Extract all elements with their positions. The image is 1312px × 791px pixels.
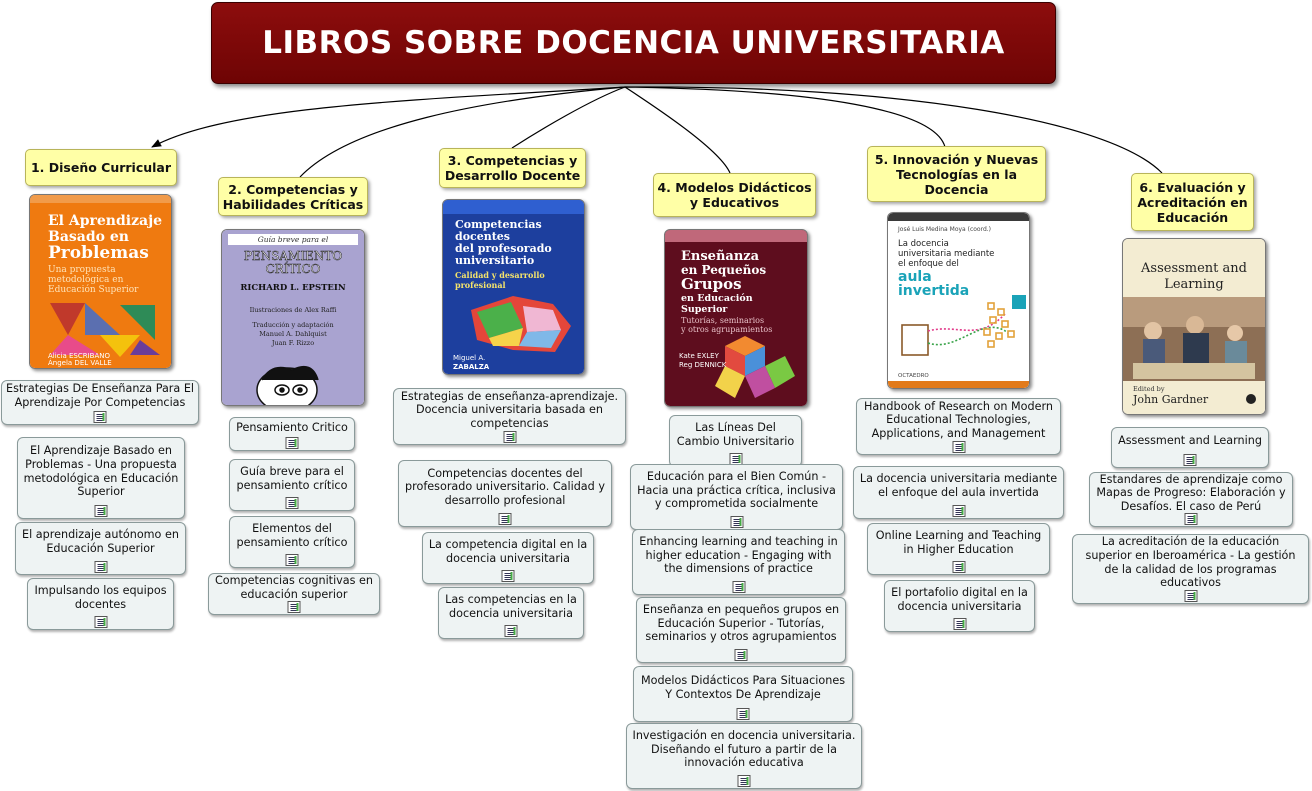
cover-5-publisher: OCTAEDRO (898, 373, 929, 379)
note-icon[interactable] (286, 554, 299, 566)
svg-text:metodológica en: metodológica en (48, 275, 124, 285)
topic-aprendizaje-basado-problemas[interactable]: El Aprendizaje Basado en Problemas - Una propuesta metodológica en Educación Superior (17, 437, 185, 519)
note-icon[interactable] (288, 601, 301, 613)
topic-competencias-cognitivas[interactable]: Competencias cognitivas en educación superior (208, 573, 380, 615)
category-label: 6. Evaluación y Acreditación en Educación (1137, 179, 1248, 225)
note-icon[interactable] (286, 497, 299, 509)
topic-modelos-didacticos-situaciones[interactable]: Modelos Didácticos Para Situaciones Y Contextos De Aprendizaje (633, 666, 853, 722)
note-icon[interactable] (952, 505, 965, 517)
svg-text:aula: aula (898, 269, 932, 285)
svg-text:invertida: invertida (898, 283, 970, 299)
topic-docencia-aula-invertida[interactable]: La docencia universitaria mediante el enfoque del aula invertida (853, 466, 1064, 519)
svg-text:profesional: profesional (455, 280, 506, 290)
note-icon[interactable] (1184, 454, 1197, 466)
note-icon[interactable] (730, 516, 743, 528)
cover-2-title-1: PENSAMIENTO (243, 249, 343, 263)
cover-6-editor: John Gardner (1133, 393, 1209, 406)
svg-text:del profesorado: del profesorado (455, 242, 552, 255)
svg-text:El Aprendizaje: El Aprendizaje (48, 213, 163, 229)
cover-6-photo (1123, 297, 1265, 381)
cover-5-author: José Luis Medina Moya (coord.) (898, 226, 992, 233)
svg-text:Calidad y desarrollo: Calidad y desarrollo (455, 270, 545, 280)
note-icon[interactable] (94, 411, 107, 423)
connector-5 (625, 87, 945, 147)
book-cover-competencias-docentes[interactable] (442, 199, 585, 375)
svg-text:Enseñanza: Enseñanza (681, 249, 760, 264)
cover-2-title-2: CRÍTICO (265, 262, 321, 276)
topic-estrategias-ensenanza-competencias[interactable]: Estrategias De Enseñanza Para El Aprendizaje Por Competencias (1, 380, 199, 425)
topic-estandares-aprendizaje-peru[interactable]: Estandares de aprendizaje como Mapas de Progreso: Elaboración y Desafíos. El caso de Perú (1089, 472, 1293, 527)
svg-text:Ángela DEL VALLE: Ángela DEL VALLE (48, 359, 112, 367)
svg-text:y otros agrupamientos: y otros agrupamientos (681, 325, 773, 334)
svg-text:La docencia: La docencia (898, 239, 949, 249)
topic-elementos-pensamiento-critico[interactable]: Elementos del pensamiento crítico (229, 516, 355, 568)
svg-text:en Educación: en Educación (681, 293, 753, 304)
topic-estrategias-docencia-competencias[interactable]: Estrategias de enseñanza-aprendizaje. Docencia universitaria basada en competencias (393, 388, 626, 445)
svg-text:Basado en: Basado en (48, 229, 129, 245)
cover-6-title-1: Assessment and (1141, 261, 1247, 276)
note-icon[interactable] (503, 431, 516, 443)
svg-text:universitaria mediante: universitaria mediante (898, 249, 995, 259)
svg-text:Una propuesta: Una propuesta (48, 265, 116, 275)
connector-3 (512, 87, 625, 148)
svg-text:universitario: universitario (455, 254, 535, 267)
book-cover-aprendizaje-basado-problemas[interactable] (29, 194, 172, 369)
svg-text:Superior: Superior (681, 304, 728, 315)
category-modelos-didacticos[interactable] (653, 173, 816, 217)
category-evaluacion-acreditacion[interactable] (1131, 173, 1254, 231)
topic-investigacion-docencia[interactable]: Investigación en docencia universitaria. Diseñando el futuro a partir de la innovación educativa (626, 723, 862, 789)
topic-enhancing-learning-teaching[interactable]: Enhancing learning and teaching in higher education - Engaging with the dimensions of practice (632, 529, 845, 595)
cover-2-line3: Manuel A. Dahlquist (259, 330, 327, 338)
book-cover-assessment-learning[interactable] (1122, 238, 1266, 415)
svg-text:docentes: docentes (455, 230, 510, 243)
note-icon[interactable] (953, 618, 966, 630)
cover-1-authors (48, 352, 112, 367)
note-icon[interactable] (95, 505, 108, 517)
topic-portafolio-digital[interactable]: El portafolio digital en la docencia universitaria (884, 580, 1035, 632)
category-label: 4. Modelos Didácticos y Educativos (657, 180, 812, 210)
note-icon[interactable] (286, 437, 299, 449)
topic-lineas-cambio-universitario[interactable]: Las Líneas Del Cambio Universitario (669, 415, 802, 467)
topic-handbook-research-technologies[interactable]: Handbook of Research on Modern Educational Technologies, Applications, and Management (856, 398, 1061, 455)
note-icon[interactable] (94, 561, 107, 573)
note-icon[interactable] (1184, 590, 1197, 602)
note-icon[interactable] (952, 561, 965, 573)
cover-4-subtitle (680, 316, 772, 334)
map-title[interactable]: LIBROS SOBRE DOCENCIA UNIVERSITARIA (211, 2, 1056, 84)
svg-text:en Pequeños: en Pequeños (681, 263, 767, 277)
topic-ensenanza-pequenos-grupos[interactable]: Enseñanza en pequeños grupos en Educación Superior - Tutorías, seminarios y otros agrupamientos (636, 597, 846, 663)
cover-2-line4: Juan F. Rizzo (271, 339, 315, 347)
svg-text:Grupos: Grupos (681, 275, 742, 293)
svg-text:Competencias: Competencias (455, 218, 542, 231)
svg-text:el enfoque del: el enfoque del (898, 259, 959, 269)
topic-aprendizaje-autonomo[interactable]: El aprendizaje autónomo en Educación Superior (15, 522, 186, 575)
cover-3-author (453, 354, 490, 371)
category-label: 3. Competencias y Desarrollo Docente (444, 153, 581, 183)
svg-text:Kate EXLEY: Kate EXLEY (679, 352, 719, 360)
cover-2-top: Guía breve para el (257, 235, 329, 244)
topic-competencias-docencia-universitaria[interactable]: Las competencias en la docencia universitaria (438, 587, 584, 639)
note-icon[interactable] (94, 616, 107, 628)
cover-2-author: RICHARD L. EPSTEIN (240, 283, 346, 293)
cover-6-title-2: Learning (1164, 277, 1224, 292)
category-label: 5. Innovación y Nuevas Tecnologías en la Docencia (874, 151, 1039, 197)
svg-text:Miguel A.: Miguel A. (453, 354, 486, 362)
topic-guia-breve-pensamiento-critico[interactable]: Guía breve para el pensamiento crítico (229, 459, 355, 511)
connector-4 (625, 87, 730, 173)
category-competencias-desarrollo-docente[interactable] (439, 148, 586, 188)
svg-text:Educación Superior: Educación Superior (48, 285, 139, 295)
note-icon[interactable] (952, 441, 965, 453)
topic-educacion-bien-comun[interactable]: Educación para el Bien Común - Hacia una práctica crítica, inclusiva y comprometida socialmente (630, 464, 843, 530)
category-label: 1. Diseño Curricular (30, 160, 172, 175)
topic-pensamiento-critico[interactable]: Pensamiento Critico (229, 417, 355, 451)
topic-acreditacion-educacion-superior[interactable]: La acreditación de la educación superior en Iberoamérica - La gestión de la calidad de los programas educativos (1072, 534, 1309, 604)
note-icon[interactable] (735, 649, 748, 661)
cover-2-line1: Ilustraciones de Alex Raffi (249, 306, 337, 314)
topic-assessment-and-learning[interactable]: Assessment and Learning (1111, 427, 1269, 468)
category-diseno-curricular[interactable] (25, 149, 177, 186)
svg-text:Reg DENNICK: Reg DENNICK (679, 361, 727, 369)
category-competencias-habilidades-criticas[interactable] (218, 177, 368, 216)
topic-impulsando-equipos-docentes[interactable]: Impulsando los equipos docentes (27, 578, 174, 630)
svg-text:Problemas: Problemas (48, 243, 149, 263)
note-icon[interactable] (1185, 513, 1198, 525)
note-icon[interactable] (499, 513, 512, 525)
svg-text:Tutorías, seminarios: Tutorías, seminarios (681, 316, 765, 325)
note-icon[interactable] (732, 581, 745, 593)
category-label: 2. Competencias y Habilidades Críticas (222, 181, 364, 212)
topic-online-learning-teaching[interactable]: Online Learning and Teaching in Higher Education (867, 523, 1050, 575)
cover-6-editor-label: Edited by (1133, 385, 1165, 393)
connector-1 (152, 87, 625, 147)
note-icon[interactable] (738, 775, 751, 787)
topic-competencias-docentes-profesorado[interactable]: Competencias docentes del profesorado universitario. Calidad y desarrollo profesional (398, 460, 612, 527)
svg-text:Alicia ESCRIBANO: Alicia ESCRIBANO (48, 352, 111, 360)
book-cover-pensamiento-critico[interactable] (221, 229, 365, 406)
book-cover-aula-invertida[interactable] (887, 212, 1030, 389)
note-icon[interactable] (737, 708, 750, 720)
note-icon[interactable] (502, 570, 515, 582)
topic-competencia-digital[interactable]: La competencia digital en la docencia universitaria (422, 532, 594, 584)
note-icon[interactable] (505, 625, 518, 637)
svg-text:ZABALZA: ZABALZA (453, 363, 490, 371)
category-innovacion-nuevas-tecnologias[interactable] (867, 146, 1046, 202)
cover-2-line2: Traducción y adaptación (252, 321, 334, 329)
book-cover-ensenanza-pequenos-grupos[interactable] (664, 229, 808, 407)
